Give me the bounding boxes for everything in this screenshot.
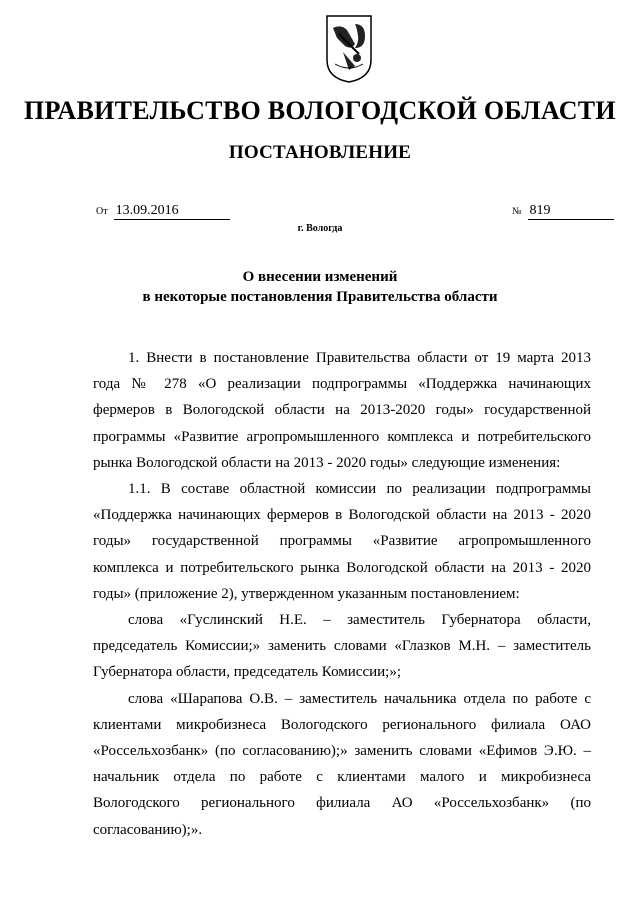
document-type: ПОСТАНОВЛЕНИЕ <box>228 142 412 163</box>
number-prefix: № <box>512 206 522 217</box>
paragraph-replace-chairman: слова «Гуслинский Н.Е. – заместитель Губернатора области, председатель Комиссии;» заменить словами «Глазков М.Н. – заместитель Губернатора области, председатель Комиссии;»; <box>93 612 591 681</box>
subject-line-1: О внесении изменений <box>242 269 398 285</box>
document-subject <box>0 267 640 307</box>
number-field <box>512 203 614 220</box>
city-label: г. Вологда <box>297 223 343 234</box>
number-value: 819 <box>528 203 614 220</box>
paragraph-replace-member: слова «Шарапова О.В. – заместитель начальника отдела по работе с клиентами микробизнеса Вологодского регионального филиала ОАО «Россельхозбанк» (по согласованию);» заменить словами «Ефимов Э.Ю. – начальник отдела по работе с клиентами малого и микробизнеса Вологодского регионального филиала АО «Россельхозбанк» (по согласованию);». <box>93 690 591 838</box>
document-body <box>93 345 591 843</box>
date-value: 13.09.2016 <box>114 203 230 220</box>
date-field <box>96 203 230 220</box>
paragraph-1-1: 1.1. В составе областной комиссии по реализации подпрограммы «Поддержка начинающих фермеров в Вологодской области на 2013 - 2020 годы» государственной программы «Развитие агропромышленного комплекса и потребительского рынка Вологодской области на 2013 - 2020 годы» (приложение 2), утвержденном указанным постановлением: <box>93 481 591 602</box>
government-title: ПРАВИТЕЛЬСТВО ВОЛОГОДСКОЙ ОБЛАСТИ <box>24 96 616 125</box>
paragraph-1: 1. Внести в постановление Правительства области от 19 марта 2013 года № 278 «О реализации подпрограммы «Поддержка начинающих фермеров в Вологодской области на 2013-2020 годы» государственной программы «Развитие агропромышленного комплекса и потребительского рынка Вологодской области на 2013 - 2020 годы» следующие изменения: <box>93 350 591 471</box>
subject-line-2: в некоторые постановления Правительства области <box>142 289 498 305</box>
date-prefix: От <box>96 206 108 217</box>
vologda-coat-of-arms-icon <box>325 14 373 84</box>
